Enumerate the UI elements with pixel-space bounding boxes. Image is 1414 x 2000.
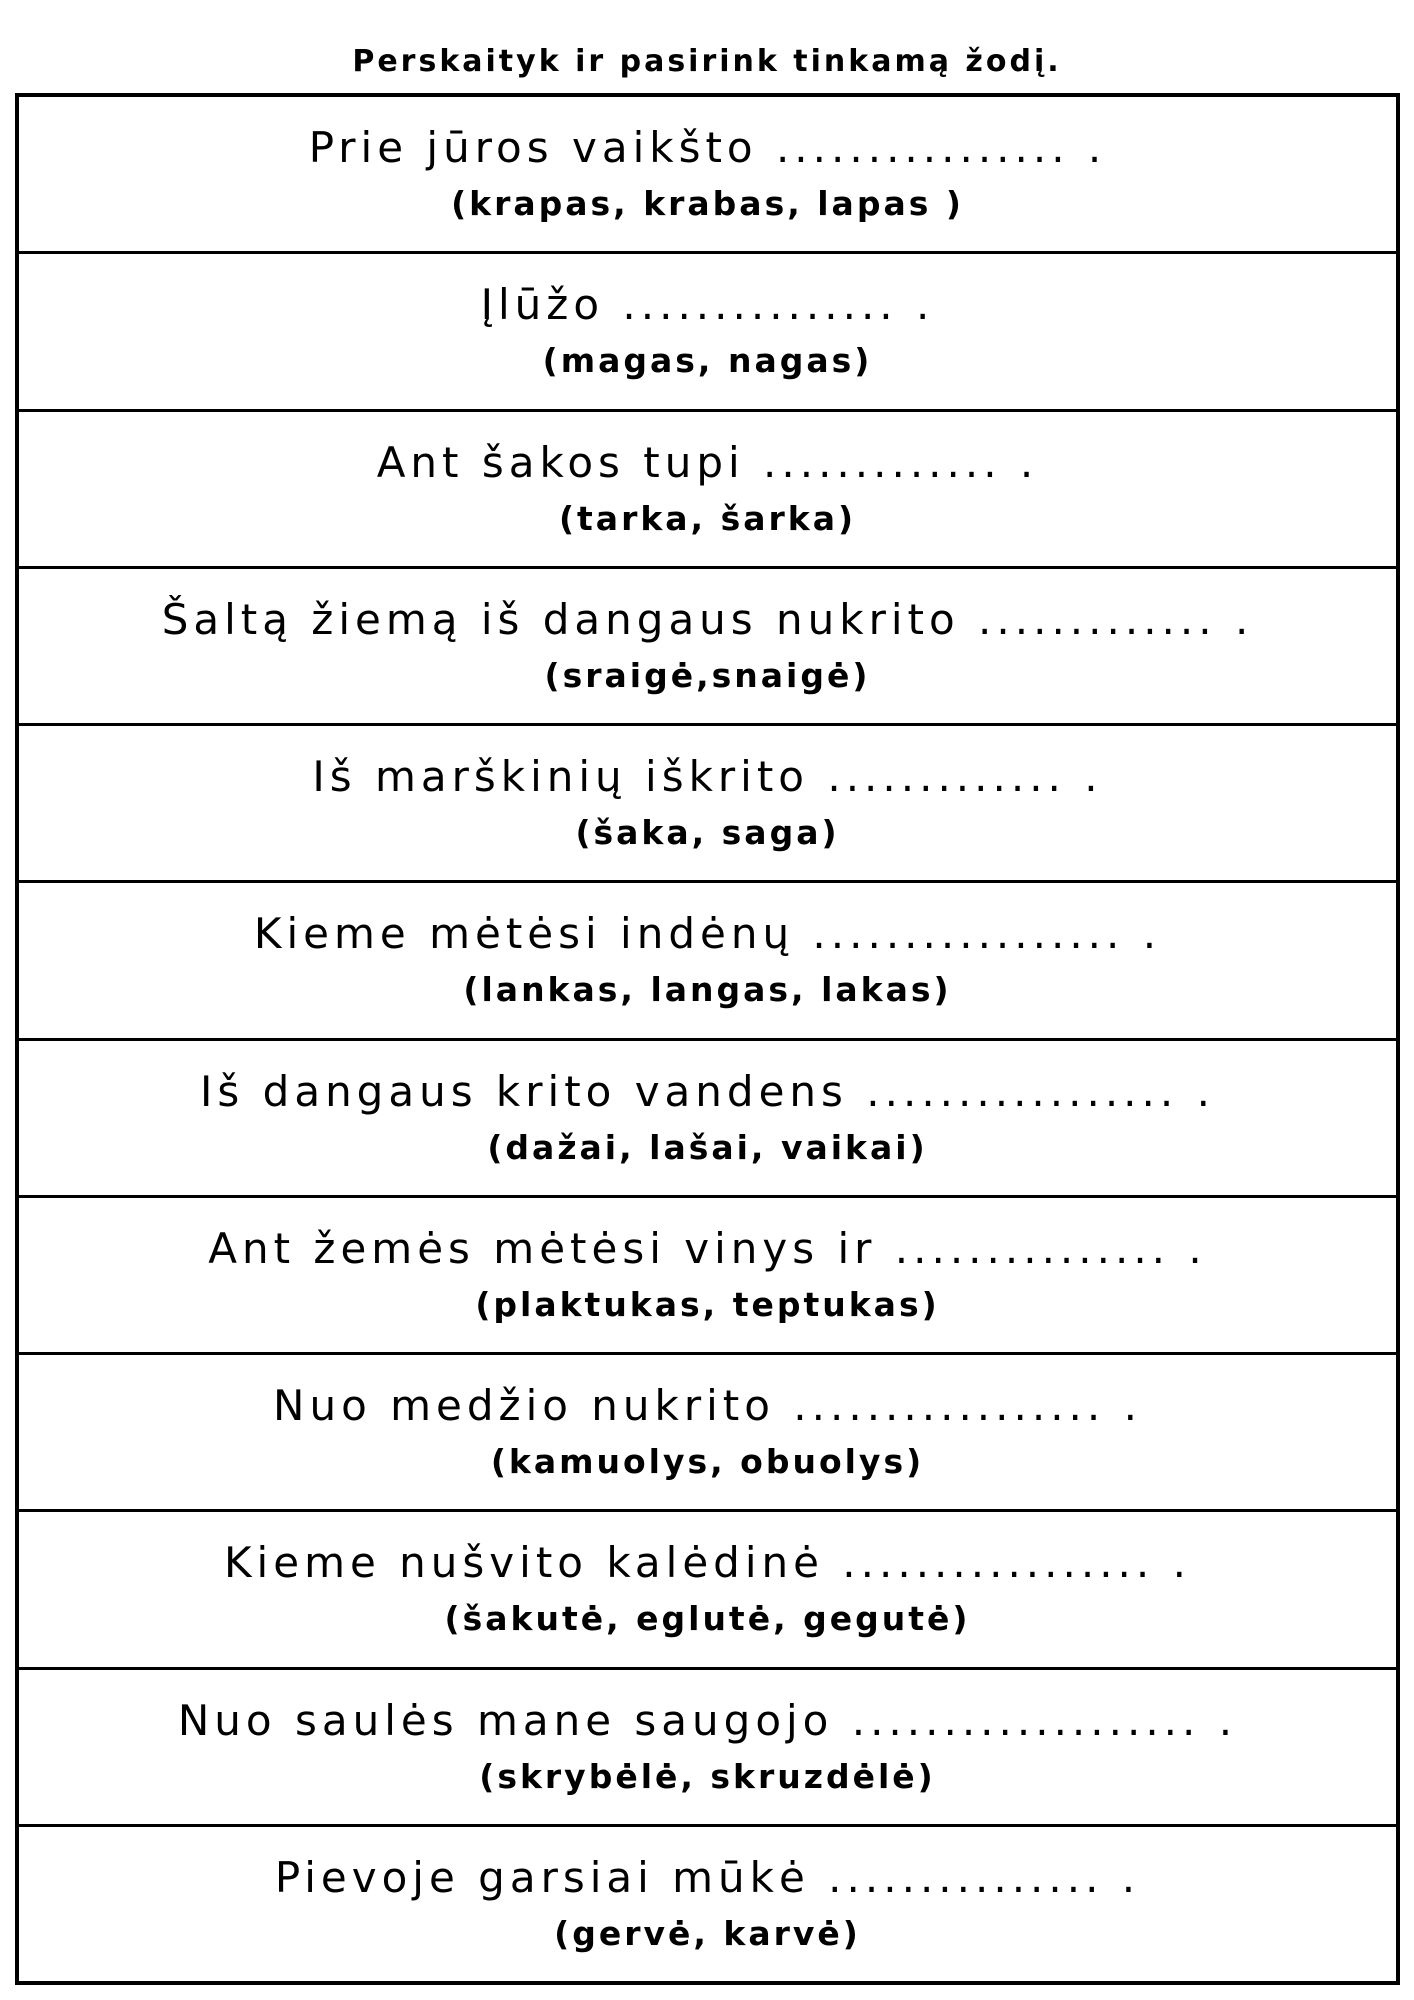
sentence-text: Kieme mėtėsi indėnų ................. . bbox=[253, 909, 1162, 959]
sentence-text: Kieme nušvito kalėdinė ................. . bbox=[224, 1538, 1191, 1588]
word-options: (krapas, krabas, lapas ) bbox=[451, 184, 964, 224]
sentence-text: Nuo saulės mane saugojo ................... . bbox=[177, 1695, 1238, 1745]
sentence-text: Iš dangaus krito vandens ................. . bbox=[200, 1066, 1215, 1116]
exercise-row bbox=[19, 254, 1396, 411]
exercise-row bbox=[19, 569, 1396, 726]
exercise-row bbox=[19, 883, 1396, 1040]
sentence-text: Pievoje garsiai mūkė ............... . bbox=[274, 1852, 1141, 1902]
exercise-row bbox=[19, 1198, 1396, 1355]
exercise-row bbox=[19, 97, 1396, 254]
word-options: (dažai, lašai, vaikai) bbox=[487, 1127, 928, 1167]
exercise-row bbox=[19, 412, 1396, 569]
worksheet-title: Perskaityk ir pasirink tinkamą žodį. bbox=[352, 44, 1062, 79]
word-options: (kamuolys, obuolys) bbox=[490, 1442, 925, 1482]
word-options: (šakutė, eglutė, gegutė) bbox=[444, 1599, 971, 1639]
word-options: (tarka, šarka) bbox=[558, 498, 857, 538]
exercise-row bbox=[19, 1512, 1396, 1669]
word-options: (plaktukas, teptukas) bbox=[475, 1284, 940, 1324]
word-options: (lankas, langas, lakas) bbox=[463, 970, 952, 1010]
sentence-text: Ant šakos tupi ............. . bbox=[376, 437, 1039, 487]
sentence-text: Ant žemės mėtėsi vinys ir ............... . bbox=[208, 1223, 1207, 1273]
sentence-text: Prie jūros vaikšto ................ . bbox=[308, 123, 1107, 173]
exercise-row bbox=[19, 1670, 1396, 1827]
exercise-table bbox=[15, 93, 1400, 1985]
word-options: (magas, nagas) bbox=[542, 341, 873, 381]
word-options: (sraigė,snaigė) bbox=[544, 655, 871, 695]
exercise-row bbox=[19, 1355, 1396, 1512]
sentence-text: Įlūžo ............... . bbox=[480, 280, 935, 330]
word-options: (šaka, saga) bbox=[575, 813, 840, 853]
word-options: (skrybėlė, skruzdėlė) bbox=[479, 1756, 936, 1796]
sentence-text: Iš marškinių iškrito ............. . bbox=[312, 752, 1103, 802]
sentence-text: Šaltą žiemą iš dangaus nukrito ............. . bbox=[161, 594, 1254, 644]
exercise-row bbox=[19, 1827, 1396, 1981]
sentence-text: Nuo medžio nukrito ................. . bbox=[273, 1381, 1142, 1431]
word-options: (gervė, karvė) bbox=[554, 1913, 861, 1953]
exercise-row bbox=[19, 726, 1396, 883]
exercise-row bbox=[19, 1041, 1396, 1198]
